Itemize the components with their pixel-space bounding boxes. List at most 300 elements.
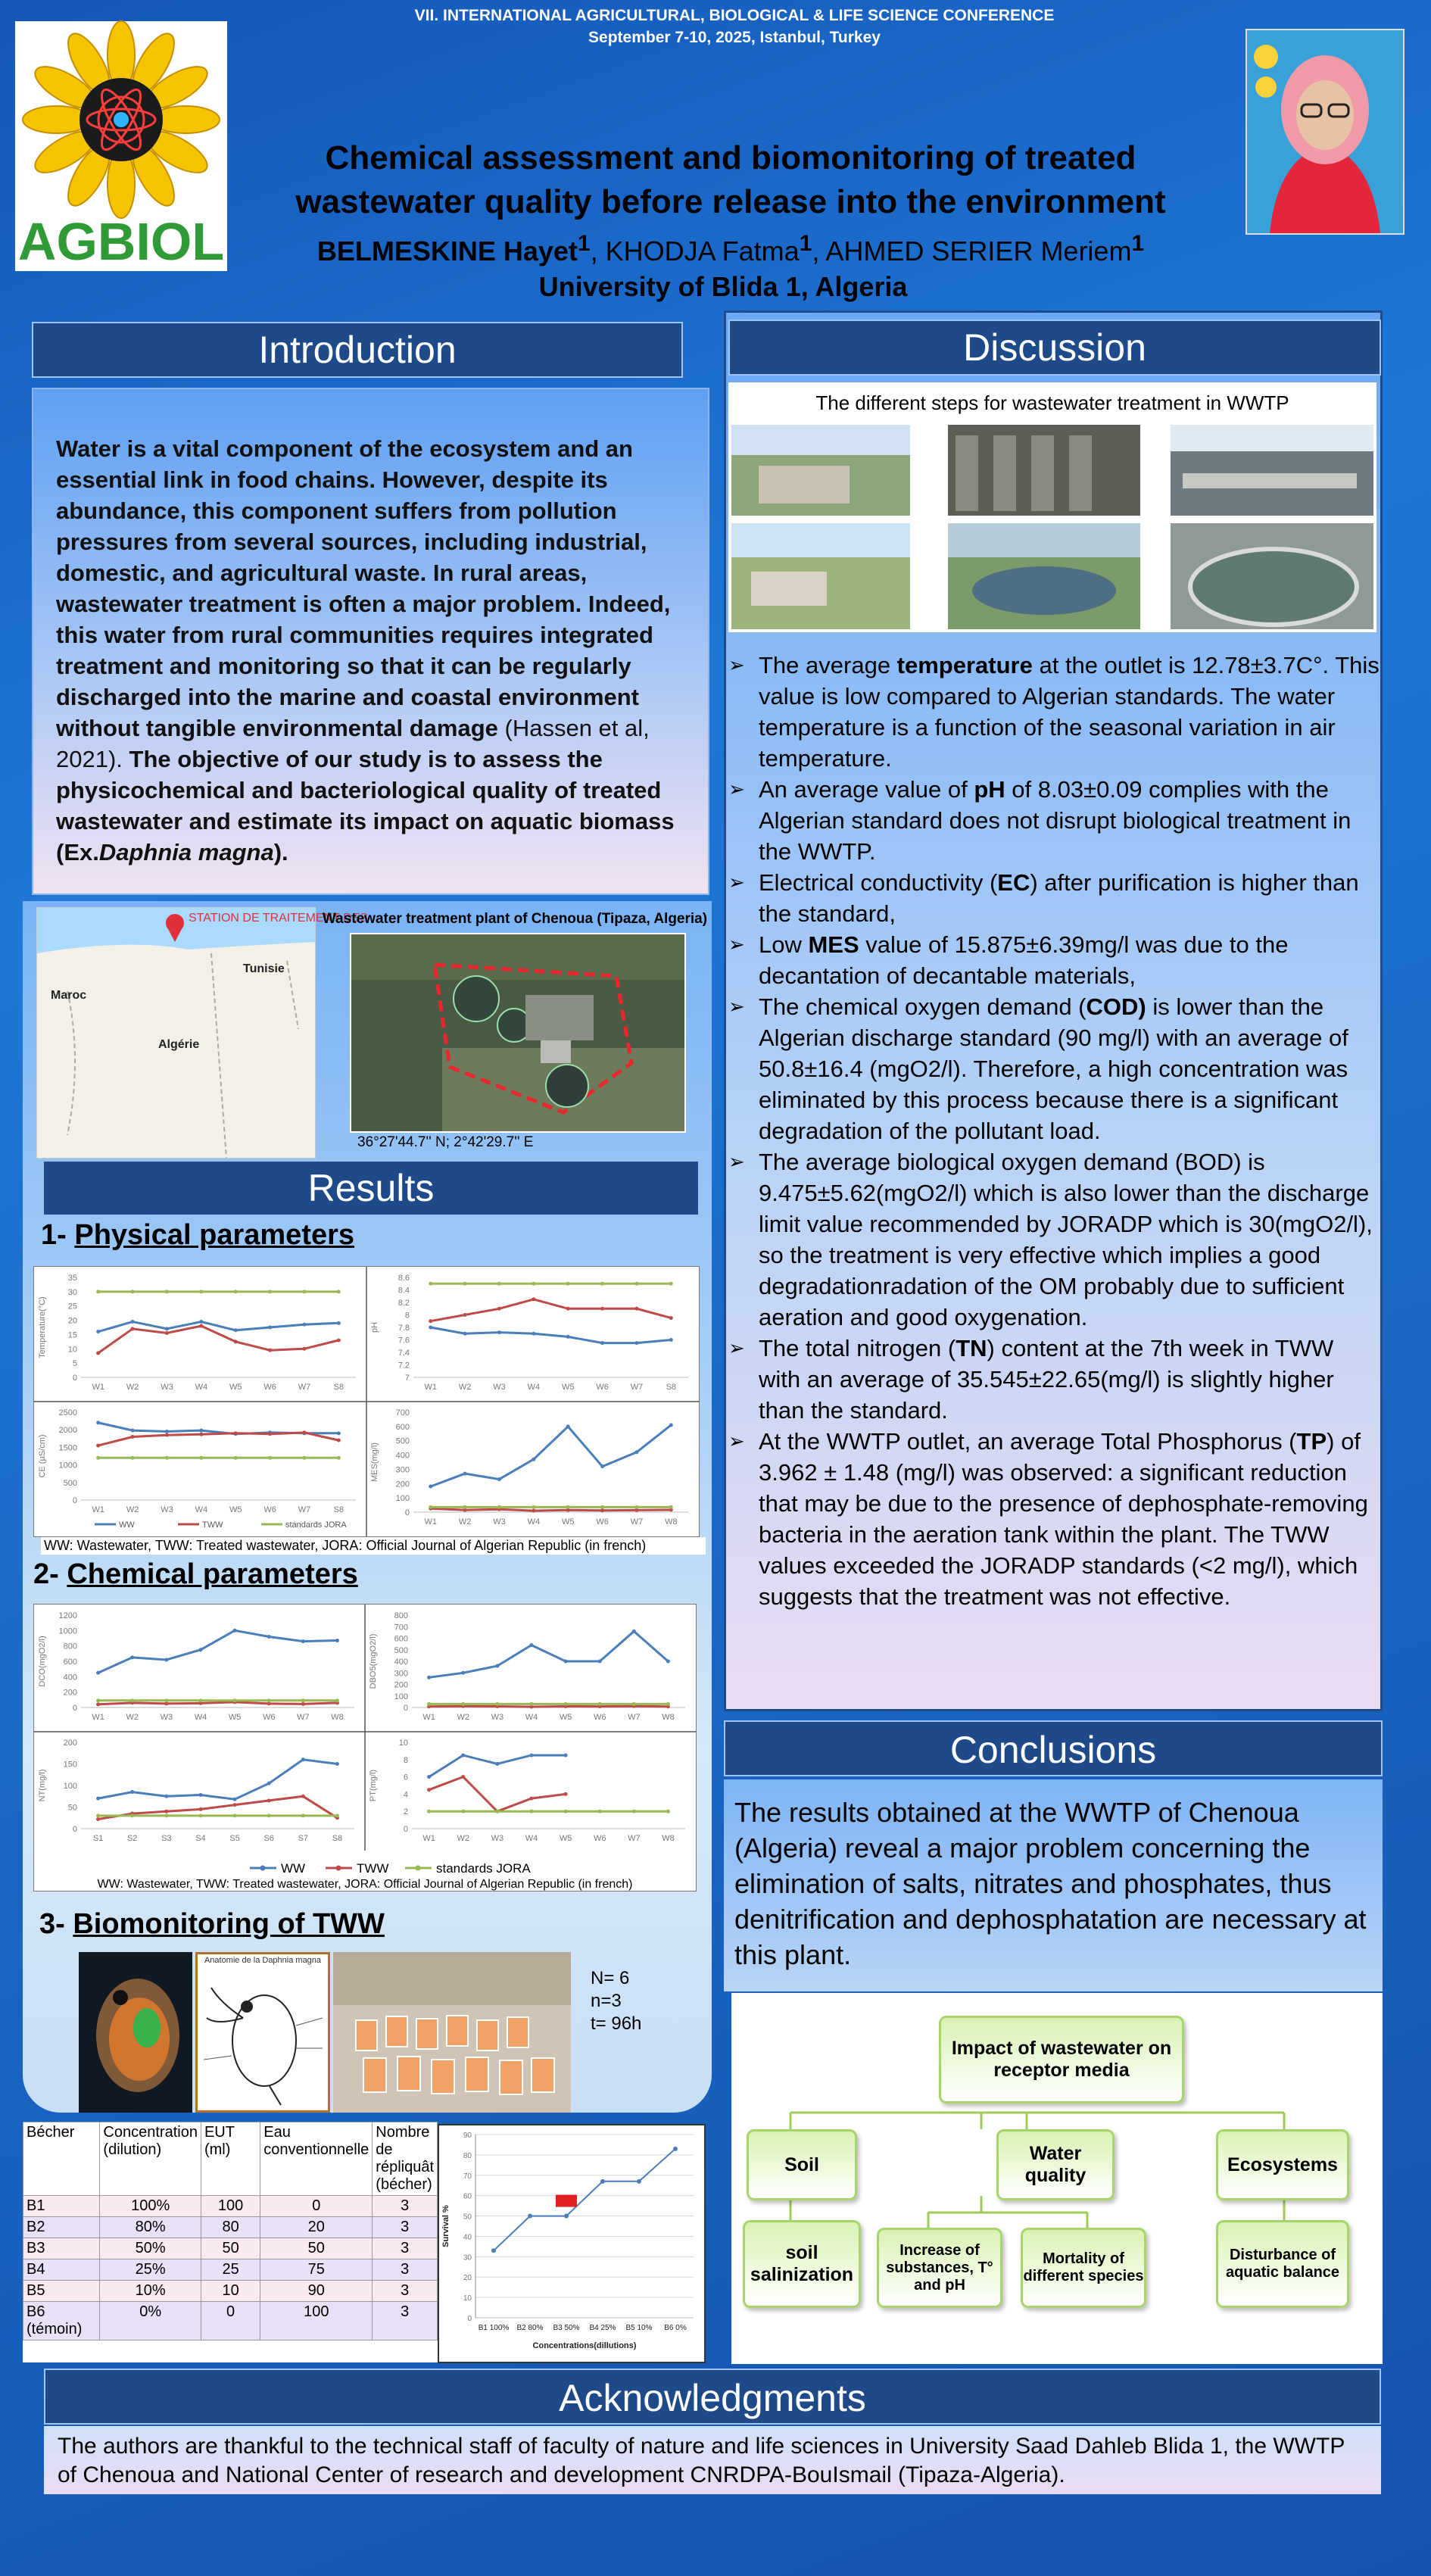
data-point: [669, 1423, 673, 1427]
x-tick-label: W7: [630, 1517, 644, 1527]
x-tick-label: W6: [593, 1713, 606, 1722]
data-point: [532, 1332, 535, 1336]
data-point: [335, 1762, 339, 1766]
data-point: [234, 1339, 238, 1343]
y-tick-label: 1500: [58, 1443, 77, 1453]
data-point: [427, 1810, 431, 1813]
data-point: [598, 1810, 602, 1813]
data-point: [96, 1702, 100, 1706]
data-point: [429, 1485, 432, 1489]
y-tick-label: 200: [394, 1680, 408, 1690]
university: University of Blida 1, Algeria: [538, 271, 908, 302]
x-axis-label: Concentrations(dillutions): [532, 2341, 637, 2350]
data-point: [96, 1797, 100, 1801]
data-point: [233, 1629, 237, 1633]
data-point: [96, 1351, 100, 1355]
data-point: [267, 1813, 271, 1817]
cell: 20: [260, 2217, 373, 2238]
data-point: [529, 1754, 533, 1757]
data-point: [600, 1505, 604, 1509]
x-tick-label: W4: [194, 1713, 207, 1722]
cell: 100: [260, 2302, 373, 2341]
x-tick-label: B3 50%: [553, 2324, 580, 2332]
x-tick-label: W1: [424, 1383, 437, 1392]
data-point: [669, 1338, 673, 1342]
x-tick-label: B4 25%: [589, 2324, 616, 2332]
data-point: [234, 1431, 238, 1435]
results-heading: Results: [42, 1160, 700, 1216]
y-tick-label: 50: [67, 1803, 77, 1813]
data-point: [301, 1795, 305, 1798]
x-tick-label: W1: [422, 1834, 435, 1843]
map-label-tunisie: Tunisie: [243, 962, 285, 975]
y-tick-label: 7.4: [398, 1349, 410, 1358]
data-point: [268, 1290, 272, 1293]
plant-coordinates: 36°27'44.7'' N; 2°42'29.7'' E: [357, 1134, 534, 1150]
diagram-increase-substances: Increase of substances, T° and pH: [877, 2228, 1002, 2308]
data-point: [495, 1664, 499, 1668]
cell: B2: [23, 2217, 100, 2238]
y-tick-label: 7.8: [398, 1324, 410, 1333]
map-label-algerie: Algérie: [158, 1038, 200, 1051]
bio-table-wrap: [23, 2122, 438, 2362]
data-point: [198, 1793, 202, 1797]
series-line: [429, 1777, 566, 1812]
bullet-text: At the WWTP outlet, an average Total Phosphorus (: [759, 1428, 1297, 1455]
x-tick-label: W3: [493, 1383, 506, 1392]
x-tick-label: S5: [229, 1834, 240, 1843]
y-tick-label: 8: [403, 1755, 408, 1765]
x-tick-label: W1: [92, 1383, 104, 1392]
y-tick-label: 0: [404, 1508, 410, 1517]
discussion-list: [724, 650, 1380, 1612]
bullet-text: at the outlet is 12.78±3.7C°. This value is low compared to Algerian standards. The water temperature is a function of the seasonal variation in air temperature.: [759, 652, 1380, 772]
table-row: [23, 2259, 438, 2281]
th-replicates: Nombre de répliquât (bécher): [373, 2122, 438, 2196]
cell: 3: [373, 2302, 438, 2341]
conclusions-heading: Conclusions: [724, 1720, 1383, 1776]
data-point: [564, 2214, 569, 2219]
y-tick-label: 100: [394, 1692, 408, 1701]
cell: B6 (témoin): [23, 2302, 100, 2341]
data-point: [337, 1431, 341, 1435]
legend-jora-label: standards JORA: [285, 1520, 347, 1530]
x-tick-label: W7: [628, 1834, 641, 1843]
y-tick-label: 35: [67, 1274, 77, 1283]
diagram-soil: Soil: [747, 2129, 857, 2200]
data-point: [461, 1775, 465, 1779]
bullet-keyword: MES: [808, 931, 859, 958]
bullet-text: value of 15.875±6.39mg/l was due to the decantation of decantable materials,: [759, 931, 1289, 989]
y-axis-label: Temperature(°C): [38, 1296, 47, 1358]
data-point: [302, 1430, 306, 1434]
x-tick-label: W8: [662, 1713, 675, 1722]
cell: B5: [23, 2281, 100, 2302]
x-tick-label: W2: [458, 1517, 472, 1527]
cell: 3: [373, 2259, 438, 2281]
x-tick-label: W4: [195, 1505, 208, 1514]
data-point: [96, 1444, 100, 1448]
x-tick-label: W7: [298, 1383, 311, 1392]
agbiol-logo: [15, 21, 227, 271]
x-tick-label: W7: [298, 1505, 311, 1514]
wwtp-photo-5: [948, 523, 1140, 629]
discussion-bullet: [724, 929, 1380, 991]
author-3: , AHMED SERIER Meriem: [812, 235, 1132, 267]
data-point: [301, 1702, 305, 1706]
data-point: [564, 1702, 568, 1706]
x-tick-label: S4: [195, 1834, 206, 1843]
diagram-disturbance: Disturbance of aquatic balance: [1216, 2220, 1349, 2308]
title-line-2: wastewater quality before release into the environment: [295, 183, 1166, 220]
data-point: [199, 1320, 203, 1324]
x-tick-label: W5: [229, 1383, 242, 1392]
data-point: [566, 1505, 570, 1509]
diagram-water-quality: Water quality: [996, 2129, 1115, 2200]
data-point: [164, 1698, 168, 1702]
data-point: [669, 1316, 673, 1320]
data-point: [301, 1757, 305, 1761]
x-tick-label: W6: [593, 1834, 606, 1843]
data-point: [199, 1324, 203, 1328]
bio-table: [23, 2122, 438, 2341]
data-point: [463, 1472, 467, 1476]
wwtp-photo-4: [731, 523, 910, 629]
anatomy-title: Anatomie de la Daphnia magna: [204, 1956, 322, 1965]
bio-table-header: [23, 2122, 438, 2196]
data-point: [96, 1290, 100, 1293]
x-tick-label: W2: [126, 1505, 139, 1514]
y-tick-label: 7.2: [398, 1361, 410, 1371]
x-tick-label: W6: [262, 1713, 276, 1722]
map-pin-label: STATION DE TRAITEMENT DES: [189, 912, 369, 925]
bullet-text: ) content at the 7th week in TWW with an average of 35.545±22.65(mg/l) is slightly higher than the standard.: [759, 1335, 1334, 1424]
cell: 80: [201, 2217, 260, 2238]
y-tick-label: 800: [394, 1611, 408, 1620]
data-point: [301, 1639, 305, 1643]
y-tick-label: 700: [394, 1623, 408, 1633]
y-tick-label: 200: [63, 1739, 77, 1748]
y-tick-label: 8: [404, 1311, 410, 1321]
x-tick-label: W7: [630, 1383, 644, 1392]
y-tick-label: 10: [398, 1739, 408, 1748]
data-point: [164, 1813, 168, 1817]
y-tick-label: 30: [67, 1287, 77, 1297]
bio-title-text: Biomonitoring of TWW: [73, 1908, 385, 1940]
map-graphic: [37, 908, 369, 1158]
data-point: [198, 1807, 202, 1811]
y-tick-label: 5: [72, 1359, 77, 1369]
y-tick-label: 1000: [58, 1461, 77, 1470]
bullet-text: ) after purification is higher than the standard,: [759, 869, 1359, 927]
data-point: [233, 1813, 237, 1817]
bullet-text: of 8.03±0.09 complies with the Algerian standard does not disrupt biological treatment in the WWTP.: [759, 776, 1352, 865]
conference-dates: September 7-10, 2025, Istanbul, Turkey: [588, 29, 881, 46]
data-point: [302, 1456, 306, 1460]
data-point: [131, 1435, 135, 1439]
legend-tww: TWW: [357, 1861, 389, 1876]
data-point: [164, 1795, 168, 1798]
bullet-text: Low: [759, 931, 809, 958]
data-point: [673, 2147, 678, 2151]
discussion-bullet: [724, 1426, 1380, 1612]
data-point: [131, 1327, 135, 1330]
series-line: [429, 1755, 566, 1777]
data-point: [666, 1702, 670, 1706]
diagram-root: Impact of wastewater on receptor media: [939, 2016, 1184, 2104]
x-tick-label: W5: [229, 1505, 242, 1514]
y-tick-label: 8.2: [398, 1299, 410, 1308]
physical-title-number: 1-: [41, 1219, 75, 1251]
author-2: , KHODJA Fatma: [590, 235, 800, 267]
cell: 50%: [100, 2238, 201, 2259]
data-point: [130, 1655, 134, 1659]
bio-t: t= 96h: [591, 2013, 642, 2034]
x-tick-label: W5: [561, 1383, 575, 1392]
data-point: [566, 1282, 570, 1286]
y-axis-label: PT(mg/l): [369, 1769, 378, 1802]
x-tick-label: W8: [331, 1713, 344, 1722]
data-point: [131, 1290, 135, 1293]
bio-title-number: 3-: [39, 1908, 73, 1940]
data-point: [598, 1660, 602, 1664]
y-tick-label: 8.6: [398, 1274, 410, 1283]
data-point: [198, 1698, 202, 1702]
data-point: [427, 1702, 431, 1706]
wwtp-photo-3: [1171, 425, 1373, 516]
chemical-legend: [250, 1861, 531, 1876]
satellite-plant-icon: [351, 934, 684, 1131]
bio-n: n=3: [591, 1991, 622, 2011]
y-tick-label: 30: [463, 2253, 472, 2263]
annotation-marker: [556, 2195, 577, 2207]
physical-params-title: [41, 1219, 354, 1252]
cell: B4: [23, 2259, 100, 2281]
data-point: [199, 1429, 203, 1433]
x-tick-label: S8: [666, 1383, 677, 1392]
y-tick-label: 20: [67, 1316, 77, 1326]
cell: 50: [201, 2238, 260, 2259]
x-tick-label: W4: [525, 1834, 538, 1843]
introduction-text: [33, 389, 708, 868]
data-point: [267, 1635, 271, 1639]
y-tick-label: 6: [403, 1773, 408, 1782]
data-point: [427, 1788, 431, 1792]
th-eau: Eau conventionnelle: [260, 2122, 373, 2196]
wwtp-photos: [728, 420, 1376, 632]
data-point: [463, 1313, 467, 1317]
y-tick-label: 2: [403, 1807, 408, 1817]
data-point: [96, 1813, 100, 1817]
cell: B1: [23, 2196, 100, 2217]
x-tick-label: W6: [263, 1505, 276, 1514]
data-point: [198, 1648, 202, 1651]
y-tick-label: 2000: [58, 1426, 77, 1436]
bio-N: N= 6: [591, 1968, 630, 1988]
data-point: [337, 1439, 341, 1442]
data-point: [666, 1810, 670, 1813]
bullet-keyword: temperature: [896, 652, 1033, 678]
data-point: [529, 1797, 533, 1801]
wwtp-steps-caption: The different steps for wastewater treatment in WWTP: [815, 391, 1289, 414]
cell: 3: [373, 2281, 438, 2302]
data-point: [301, 1698, 305, 1702]
y-tick-label: 300: [395, 1465, 410, 1475]
y-tick-label: 400: [395, 1451, 410, 1461]
y-tick-label: 10: [463, 2294, 472, 2303]
author-portrait-icon: [1247, 30, 1403, 233]
y-tick-label: 0: [403, 1825, 408, 1834]
th-becher: Bécher: [23, 2122, 100, 2196]
chemical-title-number: 2-: [33, 1558, 67, 1590]
x-tick-label: W5: [559, 1834, 572, 1843]
physical-title-text: Physical parameters: [74, 1219, 355, 1251]
data-point: [463, 1332, 467, 1336]
data-point: [666, 1660, 670, 1664]
discussion-bullet: [724, 1333, 1380, 1426]
data-point: [600, 1307, 604, 1311]
wwtp-photo-1: [731, 425, 910, 516]
beakers-icon: [333, 1952, 571, 2113]
cell: 50: [260, 2238, 373, 2259]
x-tick-label: W4: [525, 1713, 538, 1722]
cell: 100%: [100, 2196, 201, 2217]
cell: 10%: [100, 2281, 201, 2302]
x-tick-label: W2: [457, 1834, 469, 1843]
y-axis-label: NT(mg/l): [38, 1769, 47, 1802]
cell: B3: [23, 2238, 100, 2259]
y-tick-label: 7: [404, 1374, 410, 1383]
data-point: [634, 1450, 638, 1454]
y-tick-label: 500: [63, 1478, 77, 1488]
cell: 80%: [100, 2217, 201, 2238]
data-point: [463, 1282, 467, 1286]
discussion-heading: Discussion: [728, 320, 1381, 376]
data-point: [429, 1326, 432, 1330]
x-tick-label: W3: [161, 1505, 173, 1514]
y-tick-label: 4: [403, 1790, 408, 1800]
y-tick-label: 150: [63, 1760, 77, 1770]
daphnia-icon: [79, 1952, 192, 2113]
physical-charts-svg: [34, 1267, 699, 1536]
data-point: [96, 1698, 100, 1702]
data-point: [234, 1456, 238, 1460]
data-point: [600, 1464, 604, 1468]
data-point: [497, 1307, 501, 1311]
y-tick-label: 600: [395, 1422, 410, 1432]
y-tick-label: 0: [403, 1704, 408, 1713]
data-point: [632, 1810, 636, 1813]
legend-tww-label: TWW: [202, 1520, 223, 1530]
x-tick-label: W1: [422, 1713, 435, 1722]
wwtp-photo-6: [1171, 523, 1373, 629]
wwtp-steps-figure: [728, 382, 1376, 632]
author-1: BELMESKINE Hayet: [316, 235, 578, 267]
data-point: [268, 1349, 272, 1352]
data-point: [497, 1282, 501, 1286]
discussion-bullet: [724, 991, 1380, 1146]
x-tick-label: W8: [662, 1834, 675, 1843]
conclusions-text: The results obtained at the WWTP of Chenoua (Algeria) reveal a major problem concerning the elimination of salts, nitrates and phosphates, thus denitrification and dephosphatation are necessary at this plant.: [734, 1797, 1367, 1970]
y-tick-label: 15: [67, 1330, 77, 1340]
data-point: [564, 1660, 568, 1664]
x-tick-label: W5: [559, 1713, 572, 1722]
data-point: [131, 1456, 135, 1460]
data-point: [429, 1319, 432, 1323]
intro-citation: (Hassen et al, 2021).: [56, 715, 650, 772]
y-tick-label: 0: [72, 1496, 77, 1505]
x-tick-label: S2: [126, 1834, 138, 1843]
data-point: [198, 1813, 202, 1817]
x-tick-label: W6: [596, 1517, 609, 1527]
data-point: [234, 1328, 238, 1332]
introduction-panel: [32, 388, 709, 895]
data-point: [96, 1421, 100, 1424]
location-map: [36, 907, 369, 1159]
title-line-1: Chemical assessment and biomonitoring of treated: [325, 139, 1136, 176]
y-tick-label: 40: [463, 2233, 472, 2242]
table-row: [23, 2238, 438, 2259]
cell: 100: [201, 2196, 260, 2217]
data-point: [267, 1798, 271, 1802]
acknowledgments-text: The authors are thankful to the technical staff of faculty of nature and life sciences in University Saad Dahleb Blida 1, the WWTP of Chenoua and National Center of research and development CNRDPA-BouIsmail (Tipaza-Algeria).: [44, 2426, 1381, 2494]
x-tick-label: S1: [92, 1834, 104, 1843]
affiliation-sup: 1: [799, 231, 812, 256]
series-line: [431, 1425, 672, 1486]
data-point: [302, 1347, 306, 1351]
data-point: [564, 1792, 568, 1796]
x-tick-label: W7: [628, 1713, 641, 1722]
series-line: [98, 1433, 339, 1445]
y-tick-label: 0: [72, 1825, 77, 1834]
y-tick-label: 90: [463, 2132, 472, 2140]
series-line: [98, 1760, 338, 1799]
data-point: [268, 1326, 272, 1330]
data-point: [600, 2179, 605, 2184]
data-point: [669, 1282, 673, 1286]
data-point: [268, 1456, 272, 1460]
data-point: [96, 1671, 100, 1675]
cell: 10: [201, 2281, 260, 2302]
data-point: [233, 1803, 237, 1807]
x-tick-label: W1: [92, 1713, 104, 1722]
data-point: [669, 1505, 673, 1509]
x-tick-label: W3: [493, 1517, 506, 1527]
data-point: [130, 1790, 134, 1794]
data-point: [335, 1698, 339, 1702]
data-point: [463, 1505, 467, 1509]
data-point: [634, 1341, 638, 1345]
x-tick-label: S3: [161, 1834, 172, 1843]
data-point: [598, 1702, 602, 1706]
x-tick-label: W6: [263, 1383, 276, 1392]
series-line: [431, 1299, 672, 1321]
data-point: [301, 1813, 305, 1817]
cell: 90: [260, 2281, 373, 2302]
bullet-keyword: TN: [956, 1335, 987, 1361]
data-point: [600, 1282, 604, 1286]
data-point: [165, 1430, 169, 1433]
data-point: [491, 2248, 496, 2253]
y-tick-label: 0: [467, 2315, 472, 2323]
y-tick-label: 500: [395, 1436, 410, 1446]
data-point: [461, 1754, 465, 1757]
satellite-image: [350, 933, 686, 1133]
data-point: [337, 1290, 341, 1293]
x-tick-label: S6: [263, 1834, 274, 1843]
anatomy-drawing-icon: [198, 1965, 328, 2109]
y-tick-label: 700: [395, 1408, 410, 1417]
